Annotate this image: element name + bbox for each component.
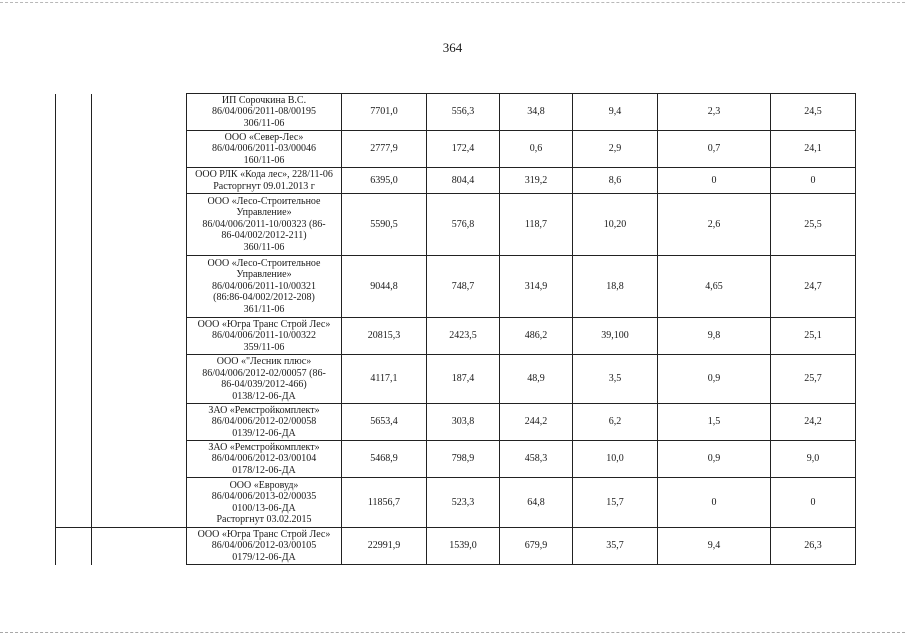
value-cell-v5: 9,4 <box>658 528 771 565</box>
lessee-line: 86/04/006/2011-08/00195 <box>211 106 317 118</box>
value-cell-v4: 6,2 <box>573 404 658 441</box>
value-cell-v5: 0 <box>658 478 771 528</box>
lessee-line: ЗАО «Ремстройкомплект» <box>208 404 320 416</box>
lessee-line: 0100/13-06-ДА <box>232 502 296 514</box>
lessee-cell <box>187 94 342 131</box>
value-cell-v1: 5590,5 <box>342 194 427 256</box>
value-cell-v1: 11856,7 <box>342 478 427 528</box>
value-cell-v4: 10,20 <box>573 194 658 256</box>
value-cell-v3: 64,8 <box>500 478 573 528</box>
lessee-cell <box>187 404 342 441</box>
lessee-line: 86-04/039/2012-466) <box>221 379 307 390</box>
blank-column-cell <box>56 256 92 318</box>
value-cell-v1: 5468,9 <box>342 441 427 478</box>
lessee-cell <box>187 131 342 168</box>
blank-column-cell <box>92 168 187 194</box>
lessee-line: 86/04/006/2011-10/00322 <box>211 330 317 342</box>
lessee-line: 86/04/006/2011-10/00321 <box>211 280 317 292</box>
blank-column-cell <box>92 256 187 318</box>
lessee-cell <box>187 528 342 565</box>
value-cell-v6: 24,7 <box>771 256 856 318</box>
lessee-cell <box>187 441 342 478</box>
data-table <box>55 93 856 565</box>
value-cell-v6: 25,5 <box>771 194 856 256</box>
value-cell-v3: 679,9 <box>500 528 573 565</box>
value-cell-v2: 172,4 <box>427 131 500 168</box>
blank-column-cell <box>92 94 187 131</box>
value-cell-v2: 303,8 <box>427 404 500 441</box>
value-cell-v2: 1539,0 <box>427 528 500 565</box>
value-cell-v2: 748,7 <box>427 256 500 318</box>
value-cell-v4: 8,6 <box>573 168 658 194</box>
value-cell-v2: 523,3 <box>427 478 500 528</box>
value-cell-v4: 2,9 <box>573 131 658 168</box>
value-cell-v2: 2423,5 <box>427 318 500 355</box>
lessee-line: Управление» <box>236 207 292 219</box>
table-row <box>56 318 856 355</box>
lessee-line: 360/11-06 <box>243 241 285 253</box>
lessee-line: Управление» <box>236 269 292 281</box>
value-cell-v5: 2,3 <box>658 94 771 131</box>
lessee-line: 306/11-06 <box>243 117 285 129</box>
value-cell-v6: 26,3 <box>771 528 856 565</box>
page-number: 364 <box>442 40 463 55</box>
table-row <box>56 168 856 194</box>
lessee-line: 86/04/006/2013-02/00035 <box>211 491 317 502</box>
lessee-line: 86/04/006/2012-03/00105 <box>211 540 317 552</box>
value-cell-v4: 39,100 <box>573 318 658 355</box>
lessee-line: 359/11-06 <box>243 341 285 353</box>
lessee-cell <box>187 194 342 256</box>
blank-column-cell <box>92 404 187 441</box>
value-cell-v1: 9044,8 <box>342 256 427 318</box>
lessee-line: ООО «"Лесник плюс» <box>216 356 312 367</box>
value-cell-v2: 798,9 <box>427 441 500 478</box>
scan-top-edge <box>0 2 905 3</box>
lessee-line: Расторгнут 09.01.2013 г <box>213 180 315 192</box>
value-cell-v4: 35,7 <box>573 528 658 565</box>
value-cell-v6: 0 <box>771 478 856 528</box>
lessee-cell <box>187 478 342 528</box>
value-cell-v4: 3,5 <box>573 355 658 404</box>
value-cell-v1: 5653,4 <box>342 404 427 441</box>
blank-column-cell <box>56 404 92 441</box>
lessee-line: 0139/12-06-ДА <box>232 427 296 439</box>
value-cell-v5: 0 <box>658 168 771 194</box>
lessee-line: 86/04/006/2011-10/00323 (86- <box>202 218 326 230</box>
blank-column-cell <box>56 131 92 168</box>
lessee-cell <box>187 168 342 194</box>
value-cell-v4: 18,8 <box>573 256 658 318</box>
value-cell-v2: 804,4 <box>427 168 500 194</box>
value-cell-v1: 4117,1 <box>342 355 427 404</box>
value-cell-v2: 576,8 <box>427 194 500 256</box>
scan-bottom-edge <box>0 632 905 633</box>
value-cell-v6: 9,0 <box>771 441 856 478</box>
data-table-container <box>55 93 856 565</box>
value-cell-v1: 20815,3 <box>342 318 427 355</box>
blank-column-cell <box>56 194 92 256</box>
lessee-line: ООО «Югра Транс Строй Лес» <box>197 318 331 330</box>
lessee-line: ИП Сорочкина В.С. <box>221 94 307 106</box>
table-row <box>56 528 856 565</box>
lessee-line: ООО «Север-Лес» <box>224 131 304 143</box>
blank-column-cell <box>56 528 92 565</box>
table-row <box>56 441 856 478</box>
lessee-line: ООО РЛК «Кода лес», 228/11-06 <box>195 169 333 180</box>
table-row <box>56 131 856 168</box>
value-cell-v2: 187,4 <box>427 355 500 404</box>
value-cell-v4: 9,4 <box>573 94 658 131</box>
value-cell-v6: 24,5 <box>771 94 856 131</box>
table-body <box>56 94 856 565</box>
value-cell-v4: 10,0 <box>573 441 658 478</box>
value-cell-v5: 0,9 <box>658 355 771 404</box>
lessee-line: 0178/12-06-ДА <box>232 464 296 476</box>
blank-column-cell <box>92 318 187 355</box>
blank-column-cell <box>92 131 187 168</box>
lessee-line: ООО «Лесо-Строительное <box>207 257 321 269</box>
lessee-line: 361/11-06 <box>243 303 285 315</box>
value-cell-v1: 7701,0 <box>342 94 427 131</box>
value-cell-v5: 9,8 <box>658 318 771 355</box>
value-cell-v3: 48,9 <box>500 355 573 404</box>
lessee-line: ООО «Лесо-Строительное <box>207 195 321 207</box>
lessee-line: 86/04/006/2011-03/00046 <box>211 143 317 155</box>
lessee-line: (86:86-04/002/2012-208) <box>213 292 315 304</box>
lessee-line: 160/11-06 <box>243 154 285 166</box>
lessee-cell <box>187 318 342 355</box>
value-cell-v5: 0,9 <box>658 441 771 478</box>
value-cell-v6: 25,1 <box>771 318 856 355</box>
value-cell-v1: 2777,9 <box>342 131 427 168</box>
blank-column-cell <box>56 355 92 404</box>
value-cell-v3: 118,7 <box>500 194 573 256</box>
lessee-cell <box>187 355 342 404</box>
blank-column-cell <box>56 478 92 528</box>
lessee-line: ЗАО «Ремстройкомплект» <box>208 441 320 453</box>
value-cell-v5: 2,6 <box>658 194 771 256</box>
value-cell-v5: 0,7 <box>658 131 771 168</box>
value-cell-v1: 22991,9 <box>342 528 427 565</box>
lessee-line: ООО «Евровуд» <box>229 479 299 491</box>
blank-column-cell <box>56 318 92 355</box>
blank-column-cell <box>92 528 187 565</box>
lessee-line: 86/04/006/2012-02/00057 (86- <box>202 367 326 379</box>
blank-column-cell <box>56 168 92 194</box>
value-cell-v3: 244,2 <box>500 404 573 441</box>
table-row <box>56 256 856 318</box>
value-cell-v6: 25,7 <box>771 355 856 404</box>
lessee-cell <box>187 256 342 318</box>
blank-column-cell <box>56 94 92 131</box>
blank-column-cell <box>92 194 187 256</box>
value-cell-v6: 24,1 <box>771 131 856 168</box>
value-cell-v3: 319,2 <box>500 168 573 194</box>
table-row <box>56 478 856 528</box>
value-cell-v6: 0 <box>771 168 856 194</box>
value-cell-v5: 1,5 <box>658 404 771 441</box>
lessee-line: 86/04/006/2012-03/00104 <box>211 453 317 465</box>
lessee-line: 0179/12-06-ДА <box>232 551 296 563</box>
lessee-line: 0138/12-06-ДА <box>232 390 296 402</box>
value-cell-v6: 24,2 <box>771 404 856 441</box>
table-row <box>56 194 856 256</box>
blank-column-cell <box>56 441 92 478</box>
table-row <box>56 94 856 131</box>
value-cell-v1: 6395,0 <box>342 168 427 194</box>
blank-column-cell <box>92 355 187 404</box>
lessee-line: 86-04/002/2012-211) <box>221 230 307 242</box>
value-cell-v3: 314,9 <box>500 256 573 318</box>
value-cell-v3: 0,6 <box>500 131 573 168</box>
value-cell-v3: 486,2 <box>500 318 573 355</box>
value-cell-v5: 4,65 <box>658 256 771 318</box>
table-row <box>56 355 856 404</box>
value-cell-v4: 15,7 <box>573 478 658 528</box>
blank-column-cell <box>92 478 187 528</box>
value-cell-v2: 556,3 <box>427 94 500 131</box>
lessee-line: 86/04/006/2012-02/00058 <box>211 416 317 428</box>
lessee-line: Расторгнут 03.02.2015 <box>216 514 312 525</box>
lessee-line: ООО «Югра Транс Строй Лес» <box>197 528 331 540</box>
table-row <box>56 404 856 441</box>
value-cell-v3: 34,8 <box>500 94 573 131</box>
value-cell-v3: 458,3 <box>500 441 573 478</box>
blank-column-cell <box>92 441 187 478</box>
